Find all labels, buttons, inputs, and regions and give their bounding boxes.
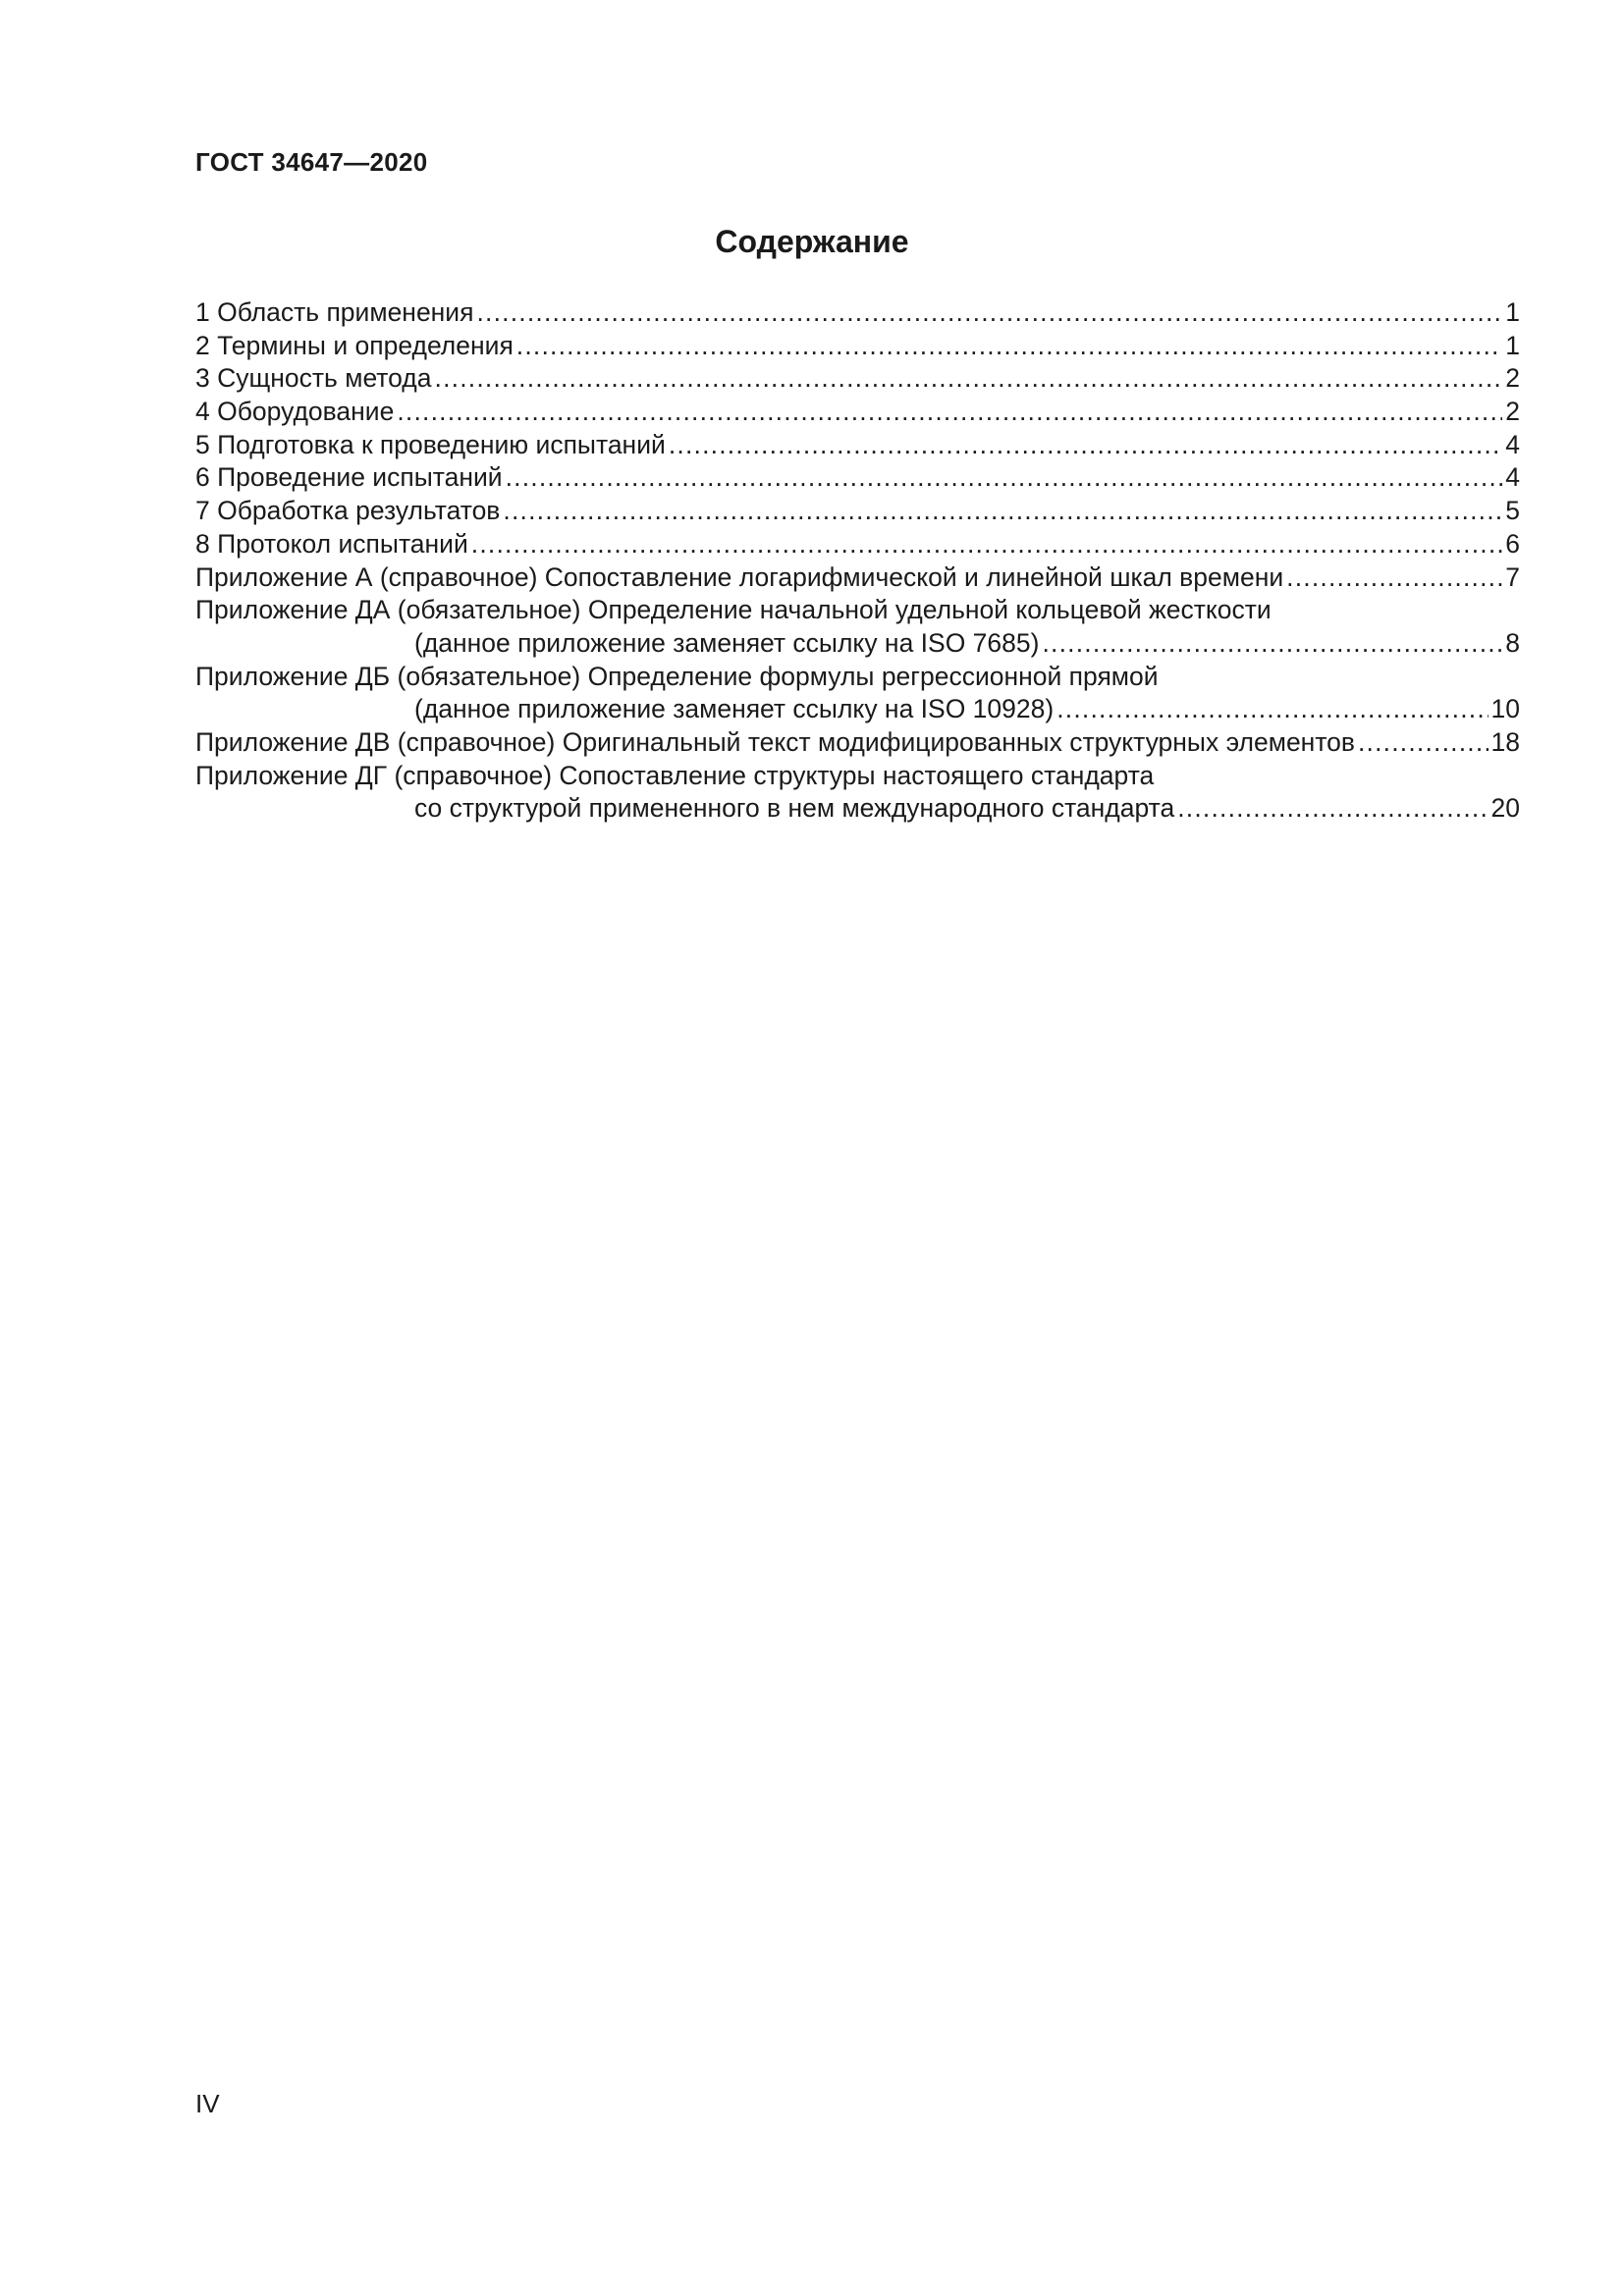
toc-entry-text: Приложение ДБ (обязательное) Определение формулы регрессионной прямой (195, 661, 1159, 691)
dotted-leader (471, 528, 1502, 561)
dotted-leader (1358, 726, 1489, 760)
toc-entry-text: Приложение А (справочное) Сопоставление логарифмической и линейной шкал времени (195, 561, 1284, 592)
toc-entry-page-number: 6 (1505, 528, 1520, 559)
table-of-contents (195, 296, 1520, 826)
dotted-leader (476, 296, 1502, 330)
toc-entry-page-number: 2 (1505, 363, 1520, 394)
page-number: IV (195, 2089, 220, 2118)
dotted-leader (669, 429, 1502, 462)
dotted-leader (1177, 792, 1488, 826)
toc-entry-text: со структурой примененного в нем международного стандарта (414, 793, 1175, 824)
toc-entry-page-number: 2 (1505, 397, 1520, 427)
toc-entry[interactable] (195, 594, 1520, 660)
toc-entry-text: Приложение ДА (обязательное) Определение начальной удельной кольцевой жесткости (195, 595, 1272, 625)
toc-entry-page-number: 4 (1505, 429, 1520, 459)
toc-entry[interactable] (195, 495, 1520, 528)
toc-entry-text: 6 Проведение испытаний (195, 462, 503, 493)
toc-entry-page-number: 1 (1505, 330, 1520, 360)
toc-entry-text: (данное приложение заменяет ссылку на ISO 10928) (414, 694, 1055, 724)
toc-entry-row (195, 362, 1520, 396)
toc-entry-row (195, 461, 1520, 495)
toc-entry-text: 7 Обработка результатов (195, 496, 501, 526)
toc-entry-row (195, 726, 1520, 760)
toc-entry[interactable] (195, 661, 1520, 726)
toc-entry-text: Приложение ДГ (справочное) Сопоставление структуры настоящего стандарта (195, 760, 1155, 790)
standard-code-header: ГОСТ 34647—2020 (195, 147, 428, 177)
toc-entry-row (195, 561, 1520, 595)
toc-entry-page-number: 7 (1505, 561, 1520, 592)
toc-entry-row (195, 396, 1520, 429)
dotted-leader (506, 461, 1503, 495)
toc-entry-row (195, 495, 1520, 528)
toc-entry-page-number: 20 (1490, 793, 1520, 824)
toc-entry-text: 2 Термины и определения (195, 330, 514, 360)
toc-title: Содержание (715, 224, 909, 259)
dotted-leader (516, 330, 1502, 363)
toc-entry-text: 8 Протокол испытаний (195, 528, 468, 559)
toc-entry[interactable] (195, 429, 1520, 462)
toc-entry-page-number: 8 (1505, 627, 1520, 658)
dotted-leader (397, 396, 1502, 429)
toc-entry[interactable] (195, 296, 1520, 330)
toc-entry-row (195, 429, 1520, 462)
toc-entry-row (195, 528, 1520, 561)
dotted-leader (435, 362, 1503, 396)
dotted-leader (503, 495, 1502, 528)
toc-entry-page-number: 18 (1490, 726, 1520, 757)
toc-entry[interactable] (195, 561, 1520, 595)
toc-entry[interactable] (195, 726, 1520, 760)
dotted-leader (1042, 627, 1502, 661)
toc-entry-page-number: 1 (1505, 297, 1520, 327)
toc-entry-row (195, 627, 1520, 661)
toc-entry[interactable] (195, 396, 1520, 429)
toc-entry-text: (данное приложение заменяет ссылку на ISO 7685) (414, 627, 1040, 658)
toc-entry[interactable] (195, 528, 1520, 561)
toc-entry-text: 5 Подготовка к проведению испытаний (195, 429, 666, 459)
dotted-leader (1056, 693, 1488, 726)
toc-entry-text: 3 Сущность метода (195, 363, 432, 394)
toc-entry-row (195, 330, 1520, 363)
toc-entry-text: Приложение ДВ (справочное) Оригинальный текст модифицированных структурных элементов (195, 726, 1355, 757)
toc-entry-text: 1 Область применения (195, 297, 474, 327)
dotted-leader (1286, 561, 1502, 595)
toc-entry-text: 4 Оборудование (195, 397, 395, 427)
toc-entry-row (195, 693, 1520, 726)
toc-entry[interactable] (195, 461, 1520, 495)
toc-entry-row (195, 792, 1520, 826)
toc-entry-page-number: 10 (1490, 694, 1520, 724)
toc-entry[interactable] (195, 362, 1520, 396)
toc-entry-row (195, 296, 1520, 330)
toc-entry-page-number: 5 (1505, 496, 1520, 526)
toc-entry[interactable] (195, 760, 1520, 826)
toc-entry-page-number: 4 (1505, 462, 1520, 493)
toc-entry[interactable] (195, 330, 1520, 363)
